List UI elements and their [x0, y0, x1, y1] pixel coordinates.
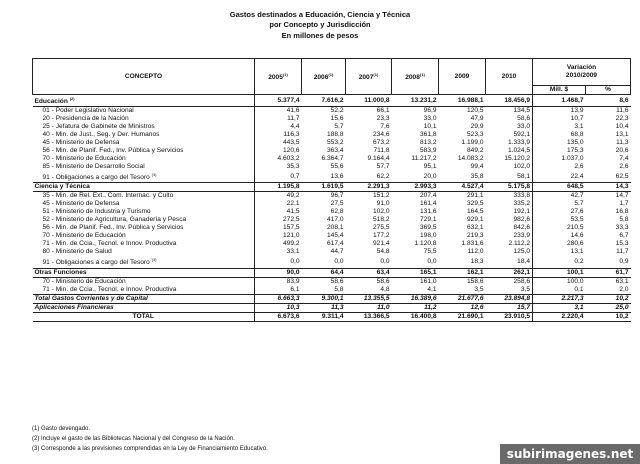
row-label: 35 - Min. de Rel. Ext., Com. Internac. y Culto — [42, 192, 174, 200]
cell-value: 617,4 — [326, 240, 344, 248]
cell-value: 13,1 — [615, 131, 629, 139]
table-row — [33, 224, 631, 232]
cell-value: 23.894,8 — [486, 294, 533, 303]
cell-value: 813,2 — [419, 139, 437, 147]
cell-value: 75,5 — [423, 248, 437, 256]
cell-value: 18,3 — [470, 257, 484, 265]
cell-value: 95,1 — [423, 163, 437, 171]
table-row — [33, 163, 631, 171]
row-label: 91 - Obligaciones a cargo del Tesoro $^{(3)}$ — [42, 257, 157, 267]
row-label: Otras Funciones — [33, 268, 255, 277]
header-year-2005: 2005$^{(1)}$ — [255, 59, 302, 95]
cell-value: 100,0 — [533, 277, 586, 286]
cell-value: 102,0 — [372, 208, 390, 216]
total-row — [33, 303, 631, 312]
row-label: 25 - Jefatura de Gabinete de Ministros — [42, 123, 155, 131]
cell-value: 68,8 — [533, 131, 586, 139]
cell-value: 22,3 — [615, 115, 629, 123]
cell-value: 11.217,2 — [411, 155, 437, 163]
cell-value: 33,3 — [615, 224, 629, 232]
cell-value: 711,8 — [373, 147, 390, 155]
cell-value: 20,0 — [423, 172, 437, 180]
cell-value: 219,3 — [466, 232, 484, 240]
cell-value: 11,3 — [616, 139, 629, 147]
cell-value: 7.616,2 — [302, 95, 346, 107]
cell-value: 3,5 — [474, 285, 484, 293]
cell-value: 29,9 — [470, 123, 484, 131]
cell-value: 5,7 — [334, 123, 344, 131]
cell-value: 164,5 — [466, 208, 484, 216]
cell-value: 11.000,8 — [346, 95, 392, 107]
table-row — [33, 131, 631, 139]
cell-value: 5,8 — [619, 216, 629, 224]
cell-value: 116,3 — [255, 131, 302, 139]
total-row — [33, 294, 631, 303]
cell-value: 120,6 — [255, 147, 302, 155]
table-row — [33, 192, 631, 201]
cell-value: 21.690,1 — [439, 312, 486, 321]
header-year-2010: 2010 — [486, 59, 533, 95]
cell-value: 120,5 — [466, 107, 484, 115]
cell-value: 151,2 — [372, 192, 390, 200]
cell-value: 157,5 — [255, 224, 302, 232]
row-label: 45 - Ministerio de Defensa — [42, 139, 120, 147]
cell-value: 16.400,8 — [392, 312, 439, 321]
cell-value: 15,7 — [486, 303, 533, 312]
cell-value: 13.231,2 — [392, 95, 439, 107]
cell-value: 6.663,3 — [255, 294, 302, 303]
cell-value: 100,1 — [533, 268, 586, 277]
cell-value: 499,2 — [255, 240, 302, 248]
cell-value: 64,4 — [302, 268, 346, 277]
cell-value: 162,1 — [439, 268, 486, 277]
header-concepto: CONCEPTO — [33, 59, 255, 95]
section-row — [33, 268, 631, 277]
cell-value: 9.311,4 — [302, 312, 346, 321]
cell-value: 982,6 — [513, 216, 530, 224]
cell-value: 52,2 — [330, 107, 344, 115]
cell-value: 165,1 — [392, 268, 439, 277]
cell-value: 145,4 — [326, 232, 344, 240]
cell-value: 125,0 — [513, 248, 530, 256]
header-year-2006: 2006$^{(1)}$ — [302, 59, 346, 95]
table-subtitle: por Concepto y Jurisdicción — [269, 20, 371, 29]
table-row — [33, 240, 631, 248]
cell-value: 11,7 — [255, 115, 302, 123]
cell-value: 58,6 — [517, 115, 530, 123]
cell-value: 8,6 — [586, 95, 631, 107]
cell-value: 188,8 — [326, 131, 344, 139]
cell-value: 25,0 — [586, 303, 631, 312]
row-label: Total Gastos Corrientes y de Capital — [33, 294, 255, 303]
cell-value: 0,1 — [533, 286, 586, 295]
row-label: TOTAL — [33, 312, 255, 321]
cell-value: 33,0 — [423, 115, 437, 123]
cell-value: 16.389,6 — [392, 294, 439, 303]
header-year-2009: 2009 — [439, 59, 486, 95]
cell-value: 2,0 — [619, 285, 629, 293]
cell-value: 10,3 — [255, 303, 302, 312]
cell-value: 729,1 — [419, 216, 437, 224]
row-label: 20 - Presidencia de la Nación — [42, 115, 129, 123]
cell-value: 275,5 — [372, 224, 390, 232]
row-label: Educación $^{(2)}$ — [33, 95, 255, 107]
cell-value: 842,6 — [513, 224, 530, 232]
cell-value: 134,5 — [513, 107, 530, 115]
cell-value: 0,9 — [619, 257, 629, 265]
cell-value: 63,1 — [615, 277, 629, 285]
table-row — [33, 147, 631, 155]
cell-value: 62,8 — [330, 208, 344, 216]
cell-value: 0,2 — [533, 256, 586, 268]
cell-value: 1.120,8 — [414, 240, 437, 248]
cell-value: 523,3 — [466, 131, 484, 139]
cell-value: 63,4 — [346, 268, 392, 277]
cell-value: 417,0 — [326, 216, 344, 224]
cell-value: 1.468,7 — [533, 95, 586, 107]
cell-value: 10,1 — [423, 123, 437, 131]
table-title: Gastos destinados a Educación, Ciencia y Técnica — [229, 10, 411, 19]
cell-value: 363,4 — [326, 147, 344, 155]
cell-value: 280,6 — [533, 240, 586, 248]
table-row — [33, 115, 631, 123]
cell-value: 3,5 — [520, 285, 530, 293]
cell-value: 4.527,4 — [439, 183, 486, 192]
cell-value: 6.364,7 — [321, 155, 344, 163]
cell-value: 4.603,2 — [255, 155, 302, 163]
cell-value: 192,1 — [513, 208, 530, 216]
row-label: 51 - Ministerio de Industria y Turismo — [42, 208, 151, 216]
cell-value: 83,9 — [255, 277, 302, 286]
table-row — [33, 123, 631, 131]
row-label: 70 - Ministerio de Educación — [42, 232, 126, 240]
cell-value: 22,1 — [255, 200, 302, 208]
cell-value: 6,7 — [619, 232, 629, 240]
cell-value: 13,1 — [533, 248, 586, 256]
table-row — [33, 200, 631, 208]
cell-value: 3,1 — [533, 123, 586, 131]
cell-value: 849,2 — [466, 147, 484, 155]
cell-value: 13,6 — [330, 172, 344, 180]
header-year-2007: 2007$^{(1)}$ — [346, 59, 392, 95]
cell-value: 0,0 — [380, 257, 390, 265]
cell-value: 90,0 — [255, 268, 302, 277]
cell-value: 9.164,4 — [367, 155, 390, 163]
cell-value: 112,0 — [467, 248, 484, 256]
row-label: 80 - Ministerio de Salud — [42, 248, 112, 256]
cell-value: 13.355,5 — [346, 294, 392, 303]
cell-value: 648,5 — [533, 183, 586, 192]
cell-value: 207,4 — [419, 192, 437, 200]
cell-value: 33,0 — [517, 123, 530, 131]
cell-value: 33,1 — [255, 248, 302, 256]
row-label: 85 - Ministerio de Desarrollo Social — [42, 163, 145, 171]
cell-value: 0,0 — [427, 257, 437, 265]
footnotes — [32, 424, 268, 454]
cell-value: 54,8 — [376, 248, 390, 256]
cell-value: 58,1 — [517, 172, 530, 180]
cell-value: 2.993,3 — [392, 183, 439, 192]
row-label: 71 - Min. de Ccia., Tecnol. e Innov. Productiva — [42, 240, 177, 248]
table-row — [33, 286, 631, 295]
cell-value: 583,9 — [419, 147, 437, 155]
cell-value: 10,7 — [533, 115, 586, 123]
row-label: 56 - Min. de Planif. Fed., Inv. Pública y Servicios — [42, 147, 184, 155]
cell-value: 10,2 — [586, 294, 631, 303]
cell-value: 6,1 — [255, 286, 302, 295]
table-row — [33, 208, 631, 216]
cell-value: 161,0 — [419, 277, 437, 285]
cell-value: 61,7 — [586, 268, 631, 277]
row-label: 71 - Min. de Ccia., Tecnol. e Innov. Productiva — [42, 285, 177, 293]
cell-value: 1.333,9 — [508, 139, 530, 147]
cell-value: 13.366,5 — [346, 312, 392, 321]
row-label: 01 - Poder Legislativo Nacional — [42, 107, 134, 115]
cell-value: 66,1 — [376, 107, 390, 115]
cell-value: 2,6 — [533, 163, 586, 171]
cell-value: 5,7 — [533, 200, 586, 208]
cell-value: 96,7 — [330, 192, 344, 200]
cell-value: 177,2 — [372, 232, 390, 240]
cell-value: 10,2 — [586, 312, 631, 321]
cell-value: 14.083,2 — [457, 155, 484, 163]
cell-value: 291,1 — [466, 192, 484, 200]
cell-value: 443,5 — [255, 139, 302, 147]
table-row — [33, 139, 631, 147]
cell-value: 1,7 — [619, 200, 629, 208]
cell-value: 35,3 — [255, 163, 302, 171]
cell-value: 6.673,6 — [255, 312, 302, 321]
cell-value: 208,1 — [326, 224, 344, 232]
cell-value: 518,2 — [372, 216, 390, 224]
cell-value: 1.195,8 — [255, 183, 302, 192]
cell-value: 35,8 — [470, 172, 484, 180]
cell-value: 361,8 — [419, 131, 437, 139]
cell-value: 1.619,5 — [302, 183, 346, 192]
cell-value: 921,4 — [372, 240, 390, 248]
cell-value: 21.677,6 — [439, 294, 486, 303]
cell-value: 15,6 — [330, 115, 344, 123]
cell-value: 11,7 — [616, 248, 629, 256]
header-year-2008: 2008$^{(1)}$ — [392, 59, 439, 95]
cell-value: 234,6 — [372, 131, 390, 139]
cell-value: 57,7 — [376, 163, 390, 171]
cell-value: 161,4 — [419, 200, 437, 208]
cell-value: 175,3 — [533, 147, 586, 155]
header-mill: Mill. $ — [533, 86, 586, 95]
cell-value: 14,7 — [615, 192, 629, 200]
cell-value: 2,6 — [619, 163, 629, 171]
cell-value: 929,1 — [466, 216, 484, 224]
row-label: 45 - Ministerio de Defensa — [42, 200, 120, 208]
cell-value: 1.199,0 — [461, 139, 484, 147]
table-row — [33, 216, 631, 224]
cell-value: 12,6 — [439, 303, 486, 312]
cell-value: 3,1 — [533, 303, 586, 312]
cell-value: 4,1 — [427, 285, 437, 293]
cell-value: 41,5 — [255, 208, 302, 216]
row-label: 56 - Min. de Planif. Fed., Inv. Pública y Servicios — [42, 224, 184, 232]
row-label: 70 - Ministerio de Educación — [42, 277, 126, 285]
row-label: 40 - Min. de Just., Seg. y Der. Humanos — [42, 131, 160, 139]
cell-value: 58,6 — [330, 277, 344, 285]
cell-value: 15,3 — [615, 240, 629, 248]
row-label: Aplicaciones Financieras — [33, 303, 255, 312]
header-variacion: Variación 2010/2009 — [533, 59, 631, 86]
table-row — [33, 248, 631, 256]
cell-value: 5.175,8 — [486, 183, 533, 192]
cell-value: 272,5 — [255, 216, 302, 224]
budget-table — [32, 58, 631, 322]
cell-value: 1.037,0 — [533, 155, 586, 163]
section-row — [33, 95, 631, 107]
row-label: 70 - Ministerio de Educación — [42, 155, 126, 163]
cell-value: 329,5 — [466, 200, 484, 208]
row-label: 52 - Ministerio de Agricultura, Ganadería y Pesca — [42, 216, 187, 224]
table-row — [33, 256, 631, 268]
cell-value: 10,4 — [615, 123, 629, 131]
cell-value: 9.300,1 — [302, 294, 346, 303]
cell-value: 4,8 — [380, 285, 390, 293]
cell-value: 1.831,6 — [461, 240, 484, 248]
cell-value: 18,4 — [517, 257, 530, 265]
footnote-2: (2) Incluye el gasto de las Bibliotecas Nacional y del Congreso de la Nación. — [32, 436, 235, 442]
table-row — [33, 277, 631, 286]
section-row — [33, 183, 631, 192]
cell-value: 42,7 — [533, 192, 586, 201]
cell-value: 91,0 — [376, 200, 390, 208]
cell-value: 5,8 — [334, 285, 344, 293]
cell-value: 96,9 — [423, 107, 437, 115]
watermark-logo: subirimagenes.net — [500, 444, 640, 464]
table-row — [33, 107, 631, 116]
cell-value: 262,1 — [486, 268, 533, 277]
cell-value: 55,6 — [330, 163, 344, 171]
cell-value: 41,6 — [255, 107, 302, 116]
total-row — [33, 312, 631, 321]
cell-value: 62,5 — [615, 172, 629, 180]
cell-value: 158,6 — [466, 277, 484, 285]
cell-value: 4,4 — [255, 123, 302, 131]
cell-value: 102,0 — [513, 163, 530, 171]
cell-value: 49,2 — [255, 192, 302, 201]
cell-value: 13,9 — [533, 107, 586, 116]
cell-value: 2.220,4 — [533, 312, 586, 321]
footnote-1: (1) Gasto devengado. — [32, 426, 91, 432]
cell-value: 632,1 — [466, 224, 484, 232]
cell-value: 210,5 — [533, 224, 586, 232]
cell-value: 27,5 — [330, 200, 344, 208]
cell-value: 47,9 — [470, 115, 484, 123]
cell-value: 14,3 — [586, 183, 631, 192]
table-row — [33, 171, 631, 183]
cell-value: 23.910,5 — [486, 312, 533, 321]
cell-value: 0,0 — [334, 257, 344, 265]
cell-value: 23,3 — [376, 115, 390, 123]
cell-value: 553,2 — [326, 139, 344, 147]
table-row — [33, 155, 631, 163]
cell-value: 198,0 — [419, 232, 437, 240]
cell-value: 11,3 — [302, 303, 346, 312]
cell-value: 592,1 — [513, 131, 530, 139]
cell-value: 0,0 — [255, 256, 302, 268]
cell-value: 5.377,4 — [255, 95, 302, 107]
cell-value: 0,7 — [255, 171, 302, 183]
cell-value: 27,6 — [533, 208, 586, 216]
cell-value: 233,9 — [513, 232, 530, 240]
cell-value: 7,6 — [380, 123, 390, 131]
cell-value: 258,6 — [513, 277, 530, 285]
cell-value: 335,2 — [513, 200, 530, 208]
cell-value: 20,6 — [615, 147, 629, 155]
cell-value: 18.456,9 — [486, 95, 533, 107]
cell-value: 11,2 — [392, 303, 439, 312]
cell-value: 22,4 — [533, 171, 586, 183]
footnote-3: (3) Corresponde a las previsiones comprendidas en la Ley de Financiamiento Educativo. — [32, 446, 268, 452]
table-row — [33, 232, 631, 240]
cell-value: 121,0 — [255, 232, 302, 240]
table-body — [33, 95, 631, 322]
cell-value: 369,5 — [419, 224, 437, 232]
row-label: 91 - Obligaciones a cargo del Tesoro $^{(3)}$ — [42, 172, 157, 182]
cell-value: 131,6 — [419, 208, 437, 216]
row-label: Ciencia y Técnica — [33, 183, 255, 192]
table-units: En millones de pesos — [281, 31, 359, 40]
cell-value: 135,0 — [533, 139, 586, 147]
cell-value: 53,5 — [533, 216, 586, 224]
cell-value: 11,0 — [346, 303, 392, 312]
cell-value: 2.291,3 — [346, 183, 392, 192]
cell-value: 2.112,2 — [508, 240, 530, 248]
cell-value: 1.024,5 — [508, 147, 530, 155]
cell-value: 2.217,3 — [533, 294, 586, 303]
cell-value: 673,2 — [372, 139, 390, 147]
cell-value: 62,2 — [376, 172, 390, 180]
cell-value: 58,6 — [376, 277, 390, 285]
cell-value: 11,6 — [616, 107, 629, 115]
cell-value: 333,8 — [513, 192, 530, 200]
header-pct: % — [586, 86, 631, 95]
cell-value: 15.120,2 — [504, 155, 530, 163]
cell-value: 16.988,1 — [439, 95, 486, 107]
cell-value: 7,4 — [619, 155, 629, 163]
cell-value: 99,4 — [470, 163, 484, 171]
cell-value: 16,8 — [615, 208, 629, 216]
cell-value: 44,7 — [330, 248, 344, 256]
cell-value: 14,6 — [533, 232, 586, 240]
